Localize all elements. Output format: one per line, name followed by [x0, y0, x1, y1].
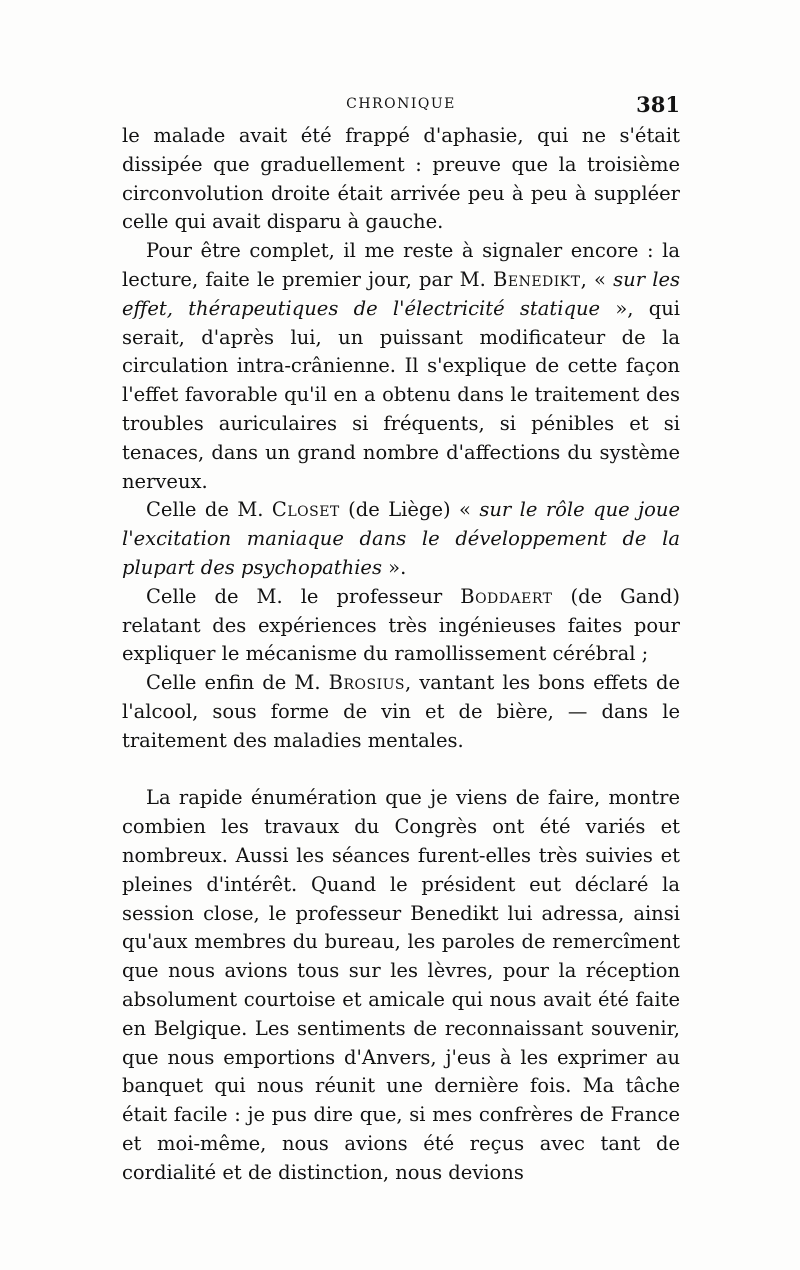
- text-run: Pour être complet, il me reste à signaler encore : la lecture, faite le premier jour, par M.: [122, 239, 680, 291]
- paragraph: [122, 784, 680, 1187]
- paragraph: [122, 122, 680, 237]
- text-run: Celle de M. le professeur: [146, 584, 461, 608]
- running-title: CHRONIQUE: [346, 96, 456, 112]
- paragraph: [122, 496, 680, 582]
- author-name: Benedikt: [493, 267, 581, 291]
- author-name: Closet: [271, 498, 340, 522]
- text-run: », qui serait, d'après lui, un puissant modificateur de la circulation intra-crânienne. Il s'explique de cette façon l'effet favorable qu'il en a obtenu dans le traitement des troubles auriculaires si fréquents, si pénibles et si tenaces, dans un grand nombre d'affections du système nerveux.: [122, 296, 680, 493]
- text-run: Celle enfin de M.: [146, 671, 329, 695]
- text-run: (de Liège) «: [339, 498, 480, 522]
- author-name: Boddaert: [460, 584, 553, 608]
- body-text: [122, 122, 680, 1187]
- author-name: Brosius: [328, 671, 405, 695]
- paragraph: [122, 669, 680, 755]
- italic-title: sur les effet, thérapeutiques de l'électricité statique: [122, 267, 680, 320]
- text-run: , «: [580, 267, 614, 291]
- paragraph: [122, 237, 680, 496]
- italic-title: sur le rôle que joue l'excitation maniaque dans le développement de la plupart des psychopathies: [122, 498, 680, 579]
- text-run: (de Gand) relatant des expériences très ingénieuses faites pour expliquer le mécanisme du ramollissement cérébral ;: [122, 584, 680, 666]
- text-run: Celle de M.: [146, 498, 272, 522]
- text-run: , vantant les bons effets de l'alcool, sous forme de vin et de bière, — dans le traitement des maladies mentales.: [122, 671, 681, 752]
- page-number: 381: [636, 92, 680, 117]
- page-header: [122, 92, 680, 118]
- text-run: le malade avait été frappé d'aphasie, qui ne s'était dissipée que graduellement : preuve que la troisième circonvolution droite était arrivée peu à peu à suppléer celle qui avait disparu à gauche.: [122, 124, 680, 234]
- paragraph: [122, 583, 680, 669]
- text-run: La rapide énumération que je viens de faire, montre combien les travaux du Congrès ont été variés et nombreux. Aussi les séances furent-elles très suivies et pleines d'intérêt. Quand le président eut déclaré la session close, le professeur Benedikt lui adressa, ainsi qu'aux membres du bureau, les paroles de remercîment que nous avions tous sur les lèvres, pour la réception absolument courtoise et amicale qui nous avait été faite en Belgique. Les sentiments de reconnaissant souvenir, que nous emportions d'Anvers, j'eus à les exprimer au banquet qui nous réunit une dernière fois. Ma tâche était facile : je pus dire que, si mes confrères de France et moi-même, nous avions été reçus avec tant de cordialité et de distinction, nous devions: [122, 786, 680, 1184]
- text-run: ».: [381, 555, 407, 579]
